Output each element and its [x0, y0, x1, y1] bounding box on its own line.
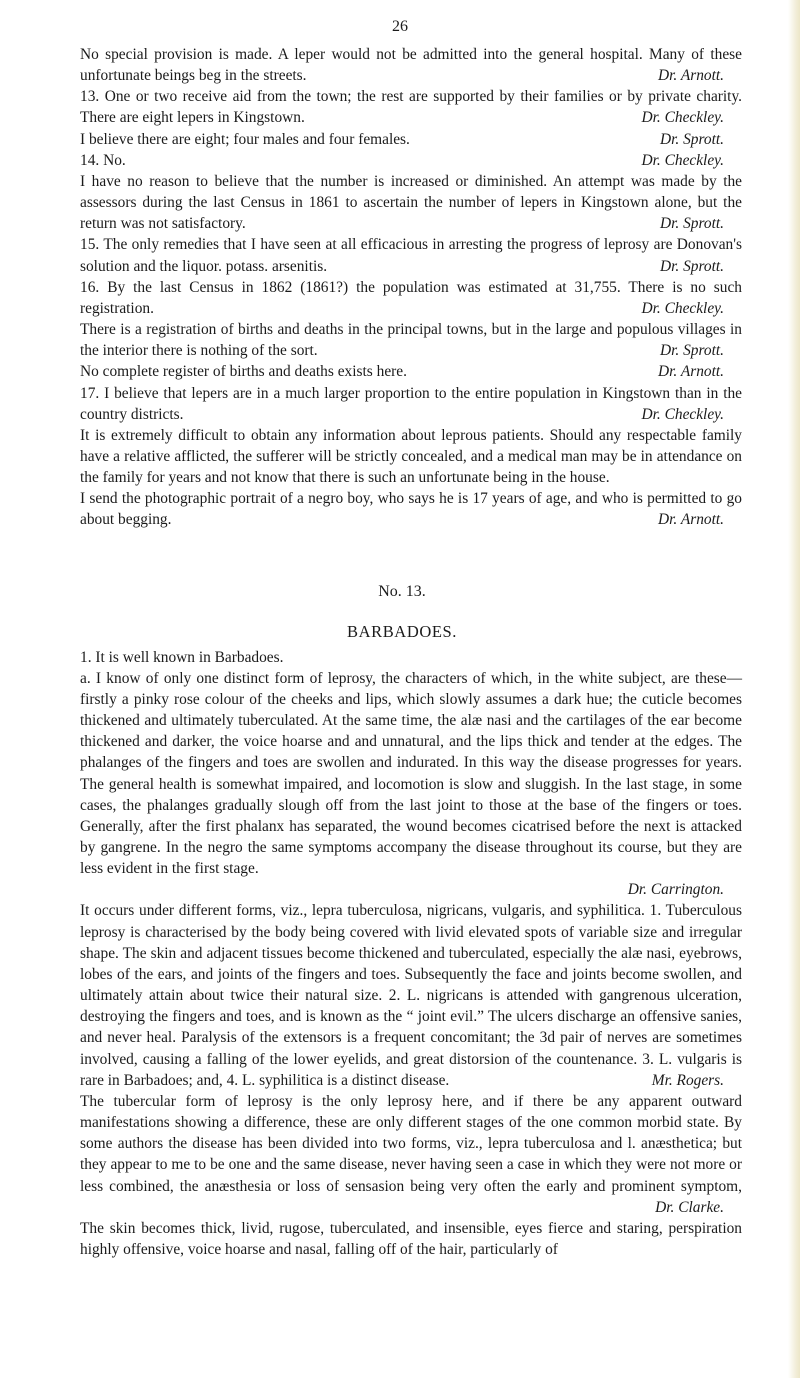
paragraph-text: The skin becomes thick, livid, rugose, tuberculated, and insensible, eyes fierce and staring, perspiration highly offensive, voice hoarse and nasal, falling off of the hair, particularly of [80, 1219, 742, 1258]
paragraph-text: a. I know of only one distinct form of leprosy, the characters of which, in the white subject, are these—firstly a pinky rose colour of the cheeks and lips, which slowly assumes a dark hue; the cuticle becomes thickened and ultimately tuberculated. At the same time, the alæ nasi and the cartilages of the ear become thickened and darker, the voice hoarse and and unnatural, and the lips thick and tender at the edges. The phalanges of the fingers and toes are swollen and indurated. In this way the disease progresses for years. The general health is somewhat impaired, and locomotion is slow and sluggish. In the last stage, in some cases, the phalanges gradually slough off from the last joint to those at the base of the fingers or toes. Generally, after the first phalanx has separated, the wound becomes cicatrised before the next is attacked by gangrene. In the negro the same symptoms accompany the disease throughout its course, but they are less evident in the first stage. [80, 669, 742, 878]
paragraph-text: It is extremely difficult to obtain any information about leprous patients. Should any respectable family have a relative afflicted, the sufferer will be strictly concealed, and a medical man may be in attendance on the family for years and not know that there is such an unfortunate being in the house. [80, 426, 742, 487]
signature: Dr. Checkley. [641, 109, 724, 127]
paragraph [62, 488, 742, 530]
page-edge [788, 0, 800, 1378]
paragraph [62, 277, 742, 319]
paragraph-text: 14. No. [80, 151, 126, 169]
paragraph [62, 234, 742, 276]
paragraph [62, 647, 742, 668]
paragraph [62, 86, 742, 128]
signature: Dr. Sprott. [660, 342, 724, 360]
paragraph [62, 171, 742, 234]
paragraph-text: I believe there are eight; four males and four females. [80, 130, 410, 148]
paragraph-text: 17. I believe that lepers are in a much larger proportion to the entire population in Kingstown than in the country districts. [80, 384, 742, 423]
paragraph [62, 150, 742, 171]
paragraph-text: No special provision is made. A leper would not be admitted into the general hospital. Many of these unfortunate beings beg in the streets. [80, 46, 742, 85]
signature: Dr. Clarke. [655, 1198, 724, 1216]
paragraph-text: 15. The only remedies that I have seen at all efficacious in arresting the progress of leprosy are Donovan's solution and the liquor. potass. arsenitis. [80, 236, 742, 275]
paragraph-text: It occurs under different forms, viz., lepra tuberculosa, nigricans, vulgaris, and syphilitica. 1. Tuberculous leprosy is characterised by the body being covered with livid elevated spots of variable size and irregular shape. The skin and adjacent tissues become thickened and tuberculated, especially the alæ nasi, eyebrows, lobes of the ears, and joints of the fingers and toes. Subsequently the face and joints become swollen, and ultimately attain about twice their natural size. 2. L. nigricans is attended with gangrenous ulceration, destroying the fingers and toes, and is known as the “ joint evil.” The ulcers discharge an offensive sanies, and never heal. Paralysis of the extensors is a frequent concomitant; the 3d pair of nerves are sometimes involved, causing a falling of the lower eyelids, and great distorsion of the countenance. 3. L. vulgaris is rare in Barbadoes; and, 4. L. syphilitica is a distinct disease. [80, 902, 742, 1089]
paragraph-text: I send the photographic portrait of a negro boy, who says he is 17 years of age, and who is permitted to go about begging. [80, 490, 742, 529]
paragraph [62, 44, 742, 86]
page-number: 26 [392, 18, 408, 35]
signature: Dr. Arnott. [658, 67, 724, 85]
paragraph [62, 319, 742, 361]
body-text [62, 44, 742, 1260]
paragraph [62, 668, 742, 880]
signature: Dr. Arnott. [658, 511, 724, 529]
paragraph-text: 1. It is well known in Barbadoes. [80, 648, 284, 666]
paragraph [62, 1091, 742, 1218]
paragraph-text: The tubercular form of leprosy is the only leprosy here, and if there be any apparent outward manifestations showing a difference, these are only different stages of the one common morbid state. By some authors the disease has been divided into two forms, viz., lepra tuberculosa and l. anæsthetica; but they appear to me to be one and the same disease, never having seen a case in which they were not more or less combined, the anæsthesia or loss of sensasion being very often the early and prominent symptom, [80, 1092, 742, 1195]
paragraph-text: No complete register of births and deaths exists here. [80, 363, 407, 381]
signature: Dr. Checkley. [641, 151, 724, 169]
paragraph [62, 900, 742, 1090]
signature: Dr. Sprott. [660, 130, 724, 148]
section-number: No. 13. [378, 582, 426, 600]
signature: Dr. Checkley. [641, 405, 724, 423]
signature: Mr. Rogers. [651, 1071, 724, 1089]
paragraph [62, 361, 742, 382]
paragraph-text: 16. By the last Census in 1862 (1861?) the population was estimated at 31,755. There is no such registration. [80, 278, 742, 317]
paragraph-text: 13. One or two receive aid from the town; the rest are supported by their families or by private charity. There are eight lepers in Kingstown. [80, 88, 742, 127]
top-paragraphs [62, 44, 742, 531]
signature: Dr. Sprott. [660, 215, 724, 233]
section-paragraphs [62, 647, 742, 1261]
paragraph [62, 1218, 742, 1260]
signature: Dr. Arnott. [658, 363, 724, 381]
paragraph [62, 129, 742, 150]
signature: Dr. Checkley. [641, 299, 724, 317]
section-title: BARBADOES. [346, 621, 458, 641]
signature-line: Dr. Carrington. [627, 881, 724, 899]
signature: Dr. Sprott. [660, 257, 724, 275]
paragraph [62, 425, 742, 488]
paragraph-text: There is a registration of births and deaths in the principal towns, but in the large and populous villages in the interior there is nothing of the sort. [80, 321, 742, 360]
paragraph [62, 383, 742, 425]
paragraph-text: I have no reason to believe that the number is increased or diminished. An attempt was made by the assessors during the last Census in 1861 to ascertain the number of lepers in Kingstown alone, but the return was not satisfactory. [80, 172, 742, 233]
